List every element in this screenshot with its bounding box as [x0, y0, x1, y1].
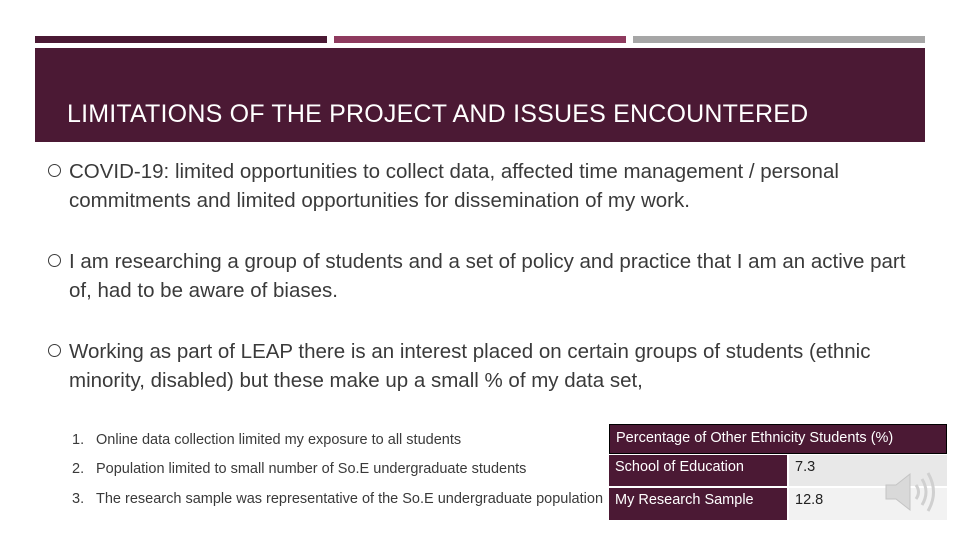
table-row-value: 7.3 [789, 455, 947, 486]
sub-item-text: Online data collection limited my exposure to all students [96, 432, 462, 448]
accent-bar-right [633, 36, 925, 43]
bullet-item [48, 157, 908, 215]
circle-bullet-icon [48, 254, 61, 267]
table-row-value: 12.8 [789, 488, 947, 520]
circle-bullet-icon [48, 344, 61, 357]
speaker-icon[interactable] [880, 468, 940, 516]
numbered-sub-item [72, 432, 461, 448]
bullet-item [48, 337, 878, 395]
bullet-text: I am researching a group of students and a set of policy and practice that I am an active part of, had to be aware of biases. [69, 250, 906, 302]
table-row-label: School of Education [609, 455, 787, 486]
table-row-label: My Research Sample [609, 488, 787, 520]
bullet-text: Working as part of LEAP there is an interest placed on certain groups of students (ethnic minority, disabled) but these make up a small % of my data set, [69, 340, 871, 392]
sub-item-number: 2. [72, 461, 85, 477]
bullet-item [48, 247, 908, 305]
title-band [35, 48, 925, 142]
accent-bar-left [35, 36, 327, 43]
accent-bar-middle [334, 36, 626, 43]
sub-item-text: Population limited to small number of So.E undergraduate students [96, 461, 527, 477]
numbered-sub-item [72, 461, 526, 477]
circle-bullet-icon [48, 164, 61, 177]
sub-item-number: 1. [72, 432, 85, 448]
sub-item-text: The research sample was representative of the So.E undergraduate population [96, 491, 604, 507]
slide-title: LIMITATIONS OF THE PROJECT AND ISSUES ENCOUNTERED [67, 100, 809, 128]
bullet-text: COVID-19: limited opportunities to collect data, affected time management / personal commitments and limited opportunities for dissemination of my work. [69, 160, 839, 212]
table-header: Percentage of Other Ethnicity Students (%) [609, 424, 947, 454]
numbered-sub-item [72, 491, 608, 507]
sub-item-number: 3. [72, 491, 85, 507]
